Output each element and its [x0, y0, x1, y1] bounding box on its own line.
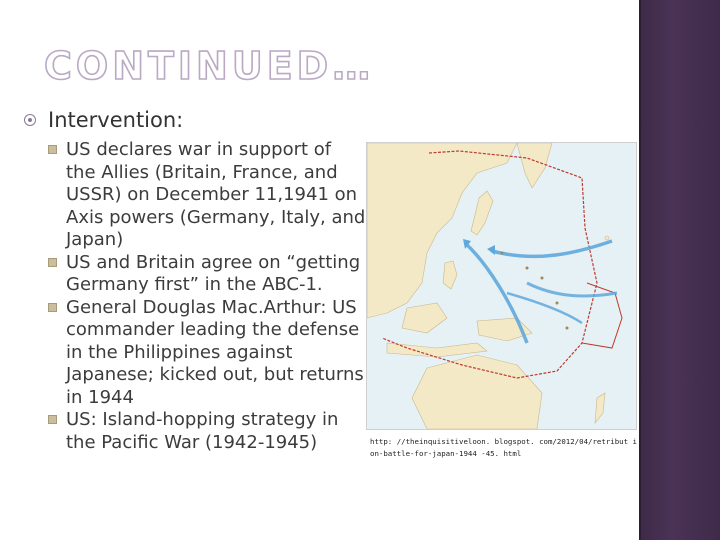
section-heading: Intervention: — [48, 108, 184, 132]
bullet-list — [48, 139, 366, 454]
list-item — [48, 409, 366, 454]
square-bullet-icon — [48, 258, 57, 267]
map-source-caption: http: //theinquisitiveloon. blogspot. com/2012/04/retribut ion-battle-for-japan-1944 -45. html — [370, 437, 637, 458]
heading-row — [24, 108, 183, 132]
list-item-text: US declares war in support of the Allies (Britain, France, and USSR) on December 11,1941 on Axis powers (Germany, Italy, and Japan) — [66, 139, 366, 250]
list-item-text: US: Island-hopping strategy in the Pacific War (1942-1945) — [66, 409, 339, 453]
list-item-text: US and Britain agree on “getting Germany first” in the ABC-1. — [66, 251, 361, 295]
map-illustration — [367, 143, 636, 429]
list-item — [48, 252, 366, 297]
decorative-side-band — [641, 0, 720, 540]
pacific-war-map — [366, 142, 637, 430]
list-item-text: General Douglas Mac.Arthur: US commander leading the defense in the Philippines against Japanese; kicked out, but returns in 1944 — [66, 296, 364, 408]
square-bullet-icon — [48, 415, 57, 424]
square-bullet-icon — [48, 145, 57, 154]
square-bullet-icon — [48, 303, 57, 312]
list-item — [48, 139, 366, 252]
slide-title: CONTINUED… — [44, 44, 375, 88]
list-item — [48, 297, 366, 410]
target-bullet-icon — [24, 114, 36, 126]
